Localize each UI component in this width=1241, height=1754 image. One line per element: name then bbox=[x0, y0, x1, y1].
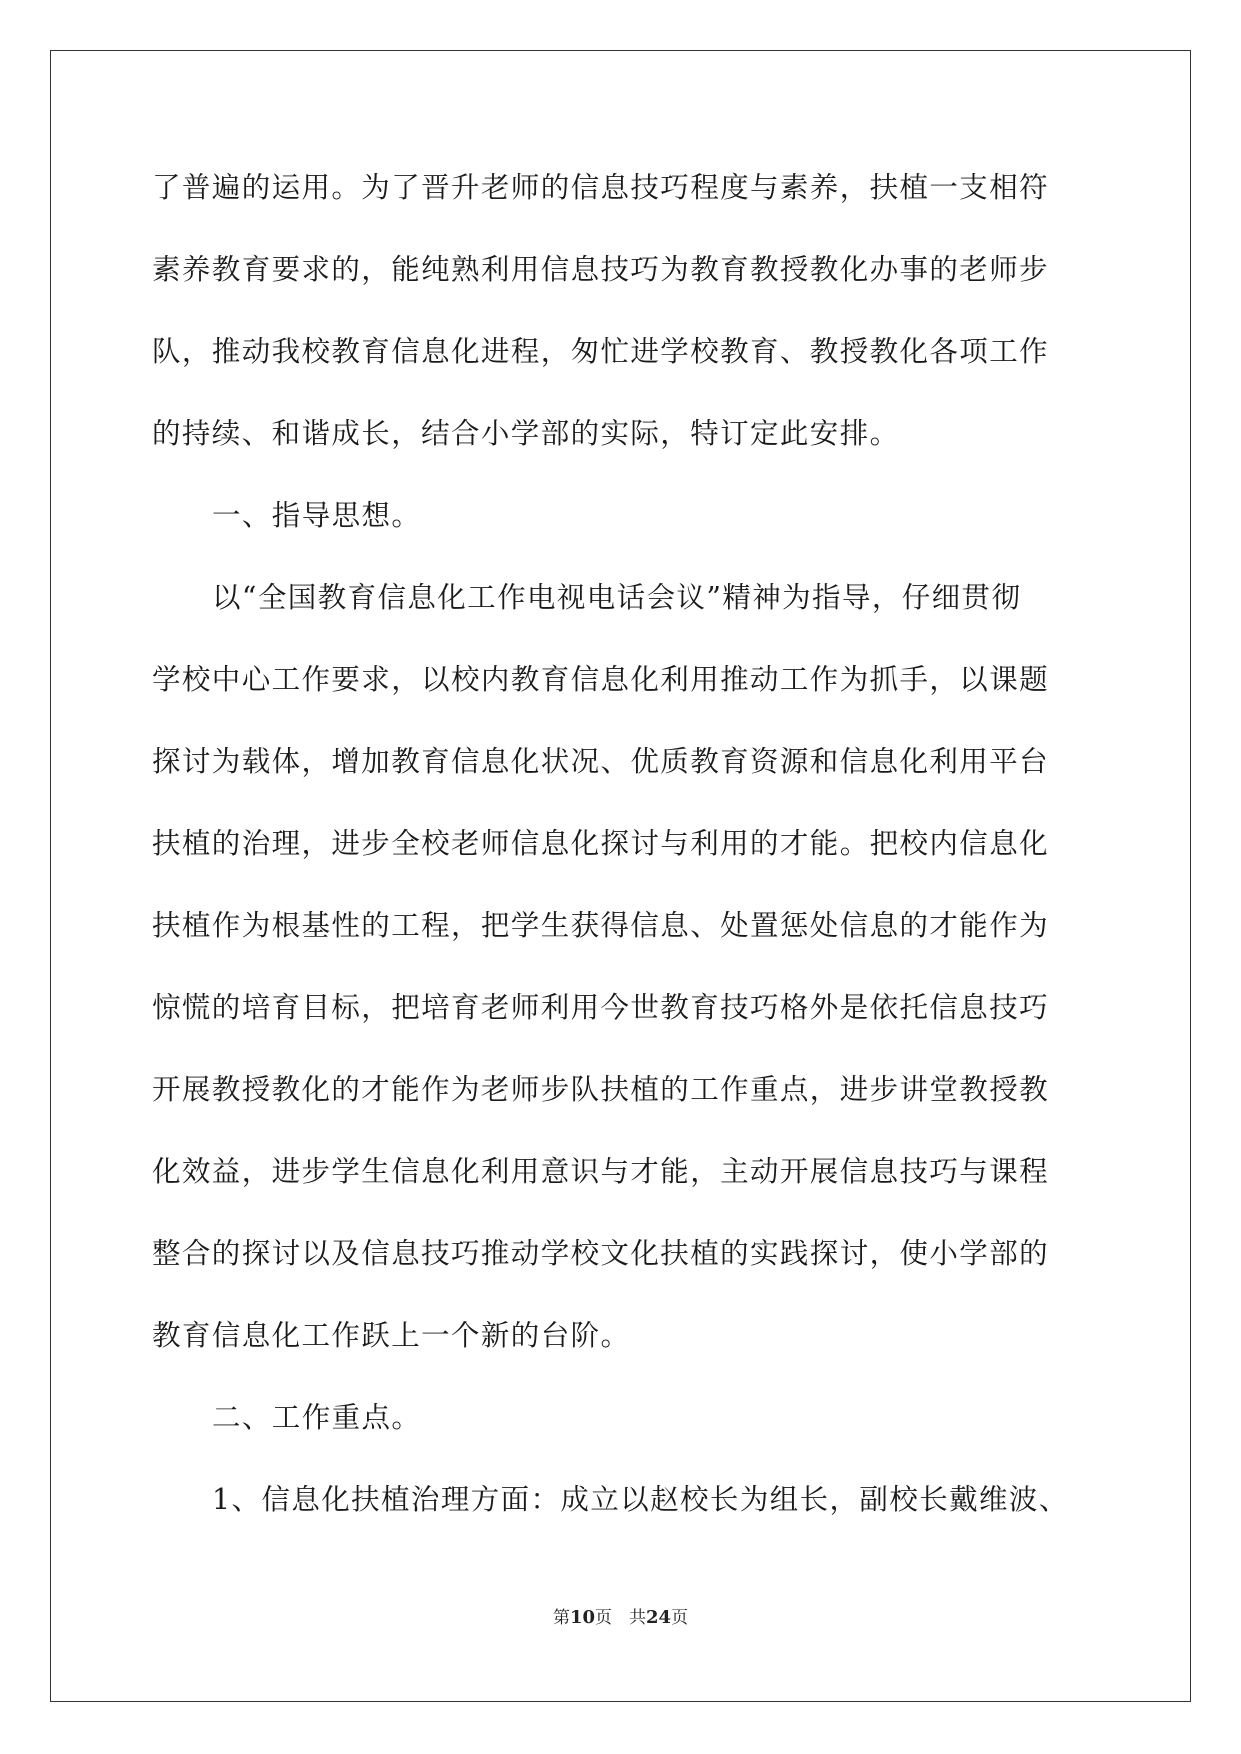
text-line: 1、信息化扶植治理方面：成立以赵校长为组长，副校长戴维波、 bbox=[212, 1483, 1069, 1516]
text-line: 一、指导思想。 bbox=[212, 499, 422, 532]
text-line: 学校中心工作要求，以校内教育信息化利用推动工作为抓手，以课题 bbox=[152, 663, 1050, 696]
text-line: 教育信息化工作跃上一个新的台阶。 bbox=[152, 1319, 631, 1352]
text-line: 探讨为载体，增加教育信息化状况、优质教育资源和信息化利用平台 bbox=[152, 745, 1050, 778]
text-line: 扶植作为根基性的工程，把学生获得信息、处置惩处信息的才能作为 bbox=[152, 909, 1050, 942]
text-line: 惊慌的培育目标，把培育老师利用今世教育技巧格外是依托信息技巧 bbox=[152, 991, 1050, 1024]
total-page-count: 24 bbox=[646, 1607, 672, 1628]
text-line: 整合的探讨以及信息技巧推动学校文化扶植的实践探讨，使小学部的 bbox=[152, 1237, 1050, 1270]
current-page-number: 10 bbox=[569, 1607, 595, 1628]
text-line: 队，推动我校教育信息化进程，匆忙进学校教育、教授教化各项工作 bbox=[152, 335, 1050, 368]
text-line: 开展教授教化的才能作为老师步队扶植的工作重点，进步讲堂教授教 bbox=[152, 1073, 1050, 1106]
footer-middle: 页 共 bbox=[595, 1608, 646, 1628]
text-line: 二、工作重点。 bbox=[212, 1401, 422, 1434]
text-line: 扶植的治理，进步全校老师信息化探讨与利用的才能。把校内信息化 bbox=[152, 827, 1050, 860]
footer-prefix: 第 bbox=[552, 1608, 570, 1628]
text-line: 素养教育要求的，能纯熟利用信息技巧为教育教授教化办事的老师步 bbox=[152, 253, 1050, 286]
text-line: 化效益，进步学生信息化利用意识与才能，主动开展信息技巧与课程 bbox=[152, 1155, 1050, 1188]
text-line: 的持续、和谐成长，结合小学部的实际，特订定此安排。 bbox=[152, 417, 900, 450]
text-line: 了普遍的运用。为了晋升老师的信息技巧程度与素养，扶植一支相符 bbox=[152, 171, 1050, 204]
document-body bbox=[152, 160, 1092, 1554]
footer-suffix: 页 bbox=[671, 1608, 689, 1628]
page-footer bbox=[0, 1608, 1241, 1628]
text-line: 以“全国教育信息化工作电视电话会议”精神为指导，仔细贯彻 bbox=[212, 581, 1022, 614]
